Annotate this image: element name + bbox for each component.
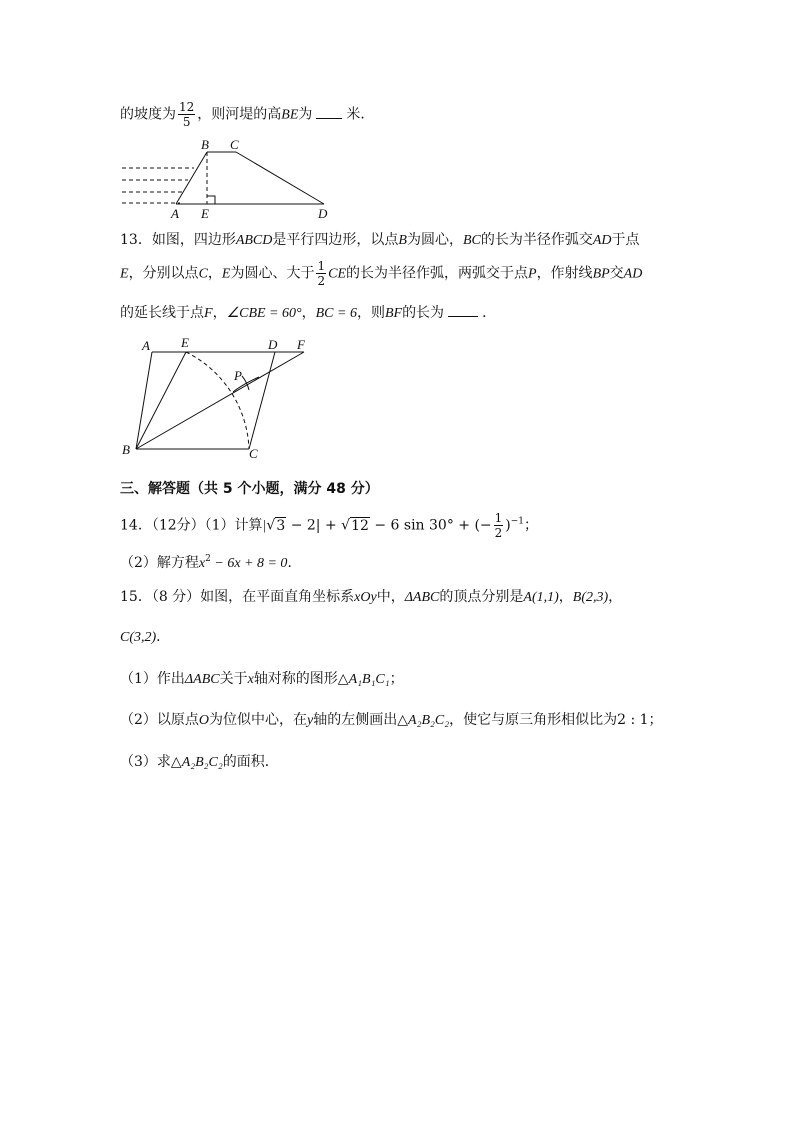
var: B — [398, 233, 407, 248]
q12-text: ，则河堤的高 — [197, 106, 282, 123]
radicand: 12 — [351, 517, 369, 534]
q13-text: ，分别以点 — [128, 265, 199, 282]
var: AD — [623, 266, 643, 282]
embankment-figure — [118, 136, 338, 222]
sqrt-sign: √ — [266, 517, 276, 534]
slope-fraction — [178, 100, 195, 129]
arc-ce — [186, 352, 249, 449]
exponent: −1 — [510, 516, 525, 527]
var: BF — [384, 306, 403, 321]
q13-text: ，作射线 — [536, 265, 593, 282]
arc-mark — [242, 376, 249, 390]
q12-text-line — [120, 100, 374, 129]
q13-text: ，则 — [356, 305, 385, 321]
fraction-denominator: 5 — [182, 115, 191, 129]
q15-text: 中， — [376, 589, 405, 605]
point: A(1,1) — [523, 590, 559, 605]
exponent: 2 — [205, 554, 211, 564]
q15-part-1 — [120, 668, 404, 688]
half-fraction — [316, 259, 326, 288]
label-f: F — [297, 337, 305, 352]
fraction-numerator: 12 — [179, 100, 195, 114]
expr: ) — [505, 517, 511, 534]
var: A₁B₁C₁ — [348, 672, 390, 687]
label-c: C — [230, 137, 239, 152]
q15-text: 为位似中心，在 — [209, 712, 308, 728]
label-e: E — [181, 335, 189, 350]
q15-text: ． — [156, 629, 171, 645]
q13-text: 交 — [609, 265, 624, 282]
var: E — [221, 266, 231, 282]
q12-text: 的坡度为 — [120, 106, 176, 123]
q14-text: ； — [524, 517, 539, 534]
var: E — [120, 266, 129, 282]
label-e: E — [201, 206, 209, 221]
q13-text: 是平行四边形，以点 — [272, 232, 399, 248]
label-a: A — [171, 206, 179, 221]
var: BP — [592, 266, 610, 282]
var: ABCD — [235, 233, 273, 248]
var: AD — [592, 233, 612, 248]
q13-line-1 — [120, 229, 640, 249]
q13-text: 的延长线于点 — [120, 305, 204, 321]
expr: − 6x + 8 = 0 — [210, 556, 288, 571]
q13-text: 为圆心、大于 — [230, 265, 315, 282]
segment-cd — [249, 352, 275, 449]
half-fraction — [494, 511, 504, 540]
q13-text: ， — [212, 305, 227, 321]
q15-line-2 — [120, 626, 170, 646]
fraction-numerator: 1 — [317, 259, 326, 273]
section-heading: 三、解答题（共 5 个小题，满分 48 分） — [120, 481, 379, 497]
answer-blank[interactable] — [448, 304, 478, 317]
var: P — [528, 266, 537, 282]
label-d: D — [318, 206, 328, 221]
q15-text: 轴的左侧画出△ — [313, 712, 409, 728]
var: xOy — [354, 590, 377, 605]
q15-text: 的面积． — [222, 754, 279, 770]
point: B(2,3) — [572, 590, 609, 605]
q15-text: ， — [558, 589, 573, 605]
q15-part-2 — [120, 709, 663, 729]
q12-text: 为 — [298, 106, 313, 123]
var-be: BE — [281, 107, 299, 123]
q15-text: （2）以原点 — [120, 712, 199, 728]
q14-text: 14．（12分）（1）计算 — [120, 517, 263, 534]
q13-text: 的长为半径作弧交 — [480, 232, 593, 248]
fraction-denominator: 2 — [317, 274, 326, 288]
expr: | — [262, 518, 267, 534]
expr: − 2| + — [286, 517, 342, 534]
label-b: B — [122, 442, 130, 457]
segment-ab — [176, 152, 207, 204]
q13-text: ， — [207, 265, 222, 282]
label-c: C — [249, 446, 258, 461]
length-condition: BC = 6 — [315, 306, 357, 321]
q13-text: 于点 — [611, 232, 640, 248]
angle-condition: ∠CBE = 60° — [226, 306, 302, 321]
q15-text: 15．（8 分）如图，在平面直角坐标系 — [120, 589, 355, 605]
q13-text: 13．如图，四边形 — [120, 232, 236, 248]
q13-line-3 — [120, 302, 496, 322]
sqrt-sign: √ — [341, 517, 351, 534]
var: y — [307, 713, 314, 728]
q15-text: ； — [648, 712, 663, 728]
q14-text: （2）解方程 — [120, 555, 199, 571]
q15-text: 关于 — [219, 671, 248, 687]
q15-text: 轴对称的图形△ — [253, 671, 349, 687]
q15-part-3 — [120, 751, 279, 771]
q12-text: 米． — [346, 106, 375, 123]
q13-text: ． — [482, 305, 497, 321]
radicand: 3 — [276, 517, 286, 534]
point: C(3,2) — [120, 630, 157, 645]
var: A₂B₂C₂ — [181, 755, 223, 770]
var: x — [247, 672, 254, 687]
label-d: D — [268, 337, 278, 352]
fraction-numerator: 1 — [494, 511, 503, 525]
q15-text: ， — [608, 589, 623, 605]
q14-line-1 — [120, 511, 538, 540]
q13-text: 的长为半径作弧，两弧交于点 — [346, 265, 528, 282]
q13-text: 的长为 — [402, 305, 445, 321]
expr: − 6 sin 30° + (− — [369, 517, 492, 534]
fraction-denominator: 2 — [494, 526, 503, 540]
q15-text: （1）作出 — [120, 671, 185, 687]
q15-text: 的顶点分别是 — [439, 589, 524, 605]
var: BC — [462, 233, 481, 248]
var: O — [198, 713, 210, 728]
right-angle-mark — [207, 196, 215, 204]
answer-blank[interactable] — [316, 106, 342, 119]
q13-text: 为圆心， — [406, 232, 463, 248]
label-b: B — [201, 137, 209, 152]
q13-text: ， — [301, 305, 316, 321]
label-a: A — [142, 338, 150, 353]
expr: x — [198, 556, 206, 571]
var: C — [198, 266, 208, 282]
label-p: P — [234, 368, 242, 383]
q15-line-1 — [120, 586, 622, 606]
parallelogram-figure — [118, 334, 328, 462]
q13-line-2 — [120, 259, 642, 288]
q14-line-2 — [120, 552, 301, 572]
var: F — [204, 306, 213, 321]
q15-text: （3）求△ — [120, 754, 182, 770]
ratio: 2 : 1 — [617, 712, 649, 728]
var: CE — [328, 266, 346, 282]
var: ΔABC — [404, 590, 440, 605]
q15-text: ，使它与原三角形相似比为 — [449, 712, 618, 728]
q14-text: ． — [287, 555, 302, 571]
var: A₂B₂C₂ — [408, 713, 450, 728]
var: ΔABC — [184, 672, 220, 687]
q15-text: ； — [389, 671, 404, 687]
segment-cd — [236, 152, 324, 204]
